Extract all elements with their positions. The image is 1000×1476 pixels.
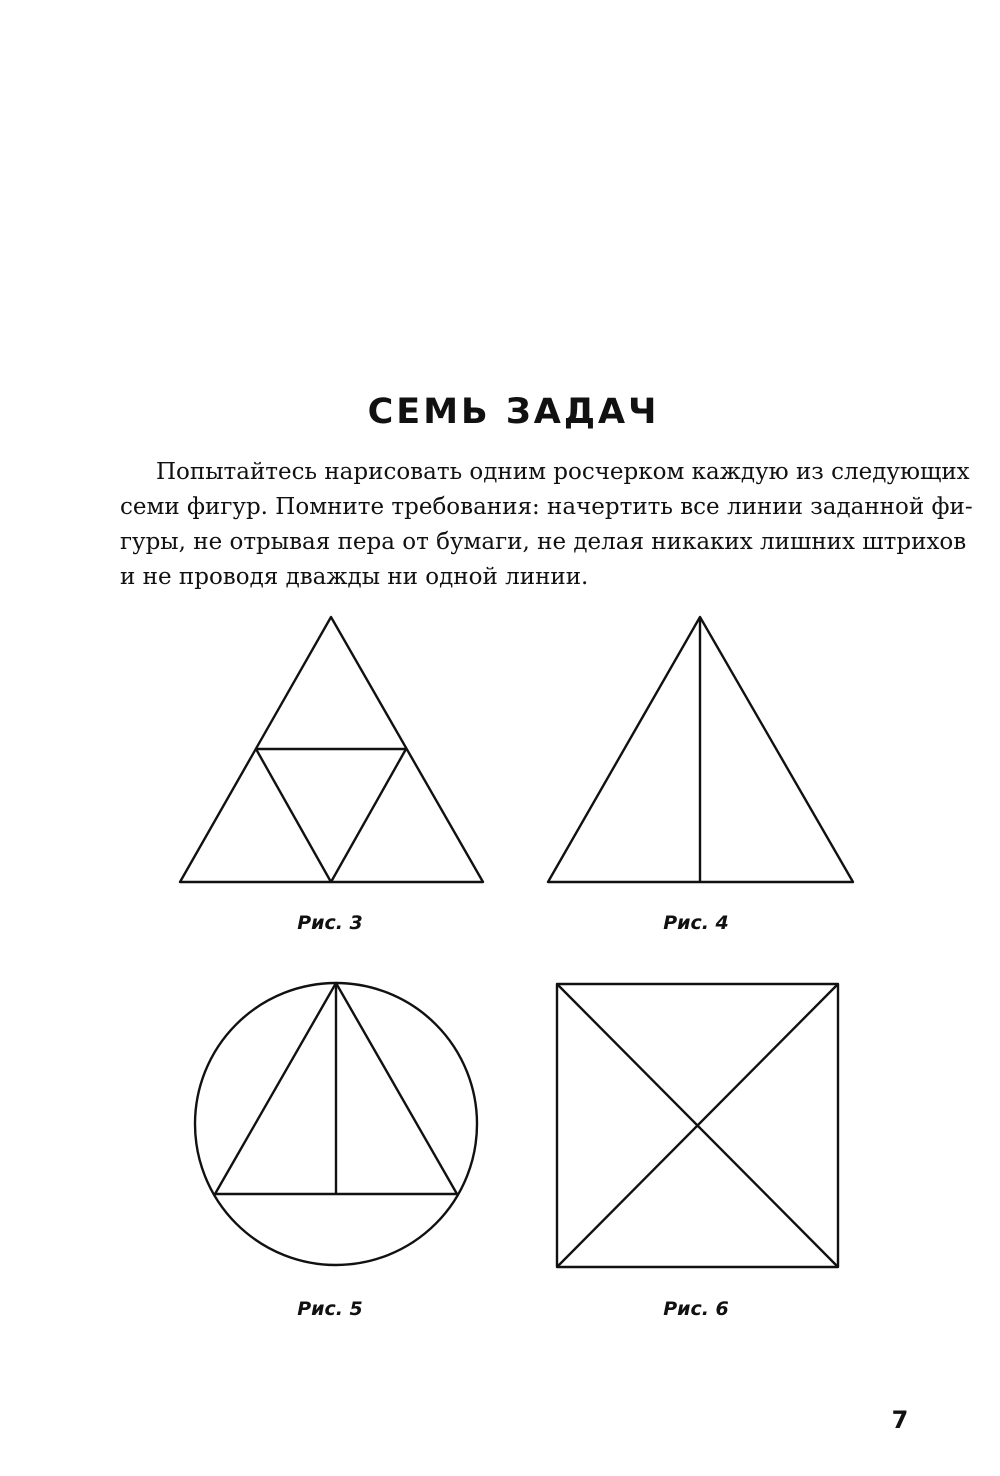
paragraph-line: гуры, не отрывая пера от бумаги, не делая никаких лишних штрихов: [120, 529, 967, 555]
figure-5-drawing: [195, 983, 477, 1265]
figure-4-caption: Рис. 4: [663, 912, 729, 934]
section-title: СЕМЬ ЗАДАЧ: [367, 392, 660, 432]
figure-6-caption: Рис. 6: [663, 1298, 729, 1320]
figure-6-drawing: [557, 984, 838, 1267]
figure-5-caption: Рис. 5: [297, 1298, 363, 1320]
paragraph-line: семи фигур. Помните требования: начертить все линии заданной фи-: [120, 494, 973, 520]
figure-3-drawing: [180, 617, 483, 882]
paragraph-line: и не проводя дважды ни одной линии.: [120, 564, 589, 590]
figure-3-caption: Рис. 3: [297, 912, 363, 934]
paragraph-line: Попытайтесь нарисовать одним росчерком каждую из следующих: [156, 459, 970, 485]
figure-4-drawing: [548, 617, 853, 882]
inner-left-line: [256, 749, 331, 882]
inner-right-line: [331, 749, 406, 882]
page-number: 7: [891, 1406, 909, 1434]
